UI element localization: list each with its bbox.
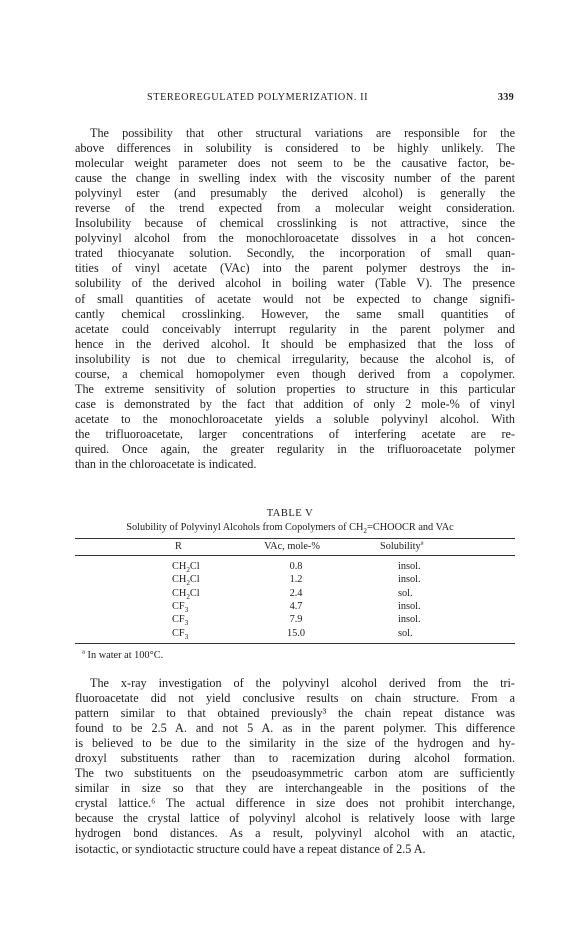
table-header-vac: VAc, mole-% [264,541,320,552]
cell-solubility: insol. [398,600,421,612]
text-line: because the crystal lattice of polyvinyl alcohol is relatively loose with large [75,811,515,826]
text-line: hence in the derived alcohol. It should be emphasized that the loss of [75,336,515,351]
text-line: trated thiocyanate solution. Secondly, the incorporation of small quan- [75,246,515,261]
table-label: TABLE V [266,508,314,519]
text-line: is believed to be due to the similarity in the size of the hydrogen and hy- [75,736,515,751]
table-header-solubility: Solubility$^a$ [380,539,424,552]
text-line: The possibility that other structural variations are responsible for the [90,126,515,140]
table-row [0,561,580,574]
table-top-rule [75,538,515,539]
table-row [0,614,580,627]
text-line: The extreme sensitivity of solution properties to structure in this particular [75,381,515,396]
text-line: crystal lattice.⁶ The actual difference in size does not prohibit interchange, [75,796,515,811]
text-line: hydrogen bond distances. As a result, polyvinyl alcohol with an atactic, [75,826,515,841]
cell-r: $CH_2Cl$ [172,561,200,575]
cell-r: $CF_3$ [172,600,189,614]
table-row [0,574,580,587]
table-row [0,588,580,601]
text-line: reverse of the trend expected from a molecular weight consideration. [75,201,515,216]
cell-vac: 0.8 [289,561,303,572]
text-line: cause the change in swelling index with the viscosity number of the parent [75,171,515,186]
text-line: Insolubility because of chemical crosslinking is not attractive, since the [75,216,515,231]
running-header [0,92,580,106]
table-bottom-rule [75,643,515,644]
body-paragraph-2 [75,676,515,857]
text-line: isotactic, or syndiotactic structure could have a repeat distance of 2.5 A. [75,841,426,856]
page-number: 339 [497,92,514,103]
body-paragraph-1 [75,126,515,472]
text-line: found to be 2.5 A. and not 5 A. as in the parent polymer. This difference [75,721,515,736]
cell-vac: 2.4 [289,587,303,599]
cell-vac: 4.7 [289,600,303,612]
cell-r: $CH_2Cl$ [172,574,200,588]
text-line: case is demonstrated by the fact that addition of only 2 mole-% of vinyl [75,396,515,411]
text-line: similar in size so that they are interchangeable in the positions of the [75,781,515,796]
text-line: than in the chloroacetate is indicated. [75,457,257,472]
cell-solubility: insol. [398,561,421,572]
text-line: solubility of the derived alcohol in boiling water (Table V). The presence [75,276,515,291]
text-line: polyvinyl ester (and presumably the derived alcohol) is generally the [75,186,515,201]
text-line: polyvinyl alcohol from the monochloroacetate dissolves in a hot concen- [75,231,515,246]
text-line: insolubility is not due to chemical irregularity, because the alcohol is, of [75,351,515,366]
cell-r: $CH_2Cl$ [172,587,200,601]
cell-r: $CF_3$ [172,614,189,628]
cell-solubility: insol. [398,614,421,626]
cell-r: $CF_3$ [172,627,189,641]
cell-vac: 1.2 [289,574,303,586]
text-line: acetate could conceivably interrupt regularity in the parent polymer and [75,321,515,336]
table-header-r: R [175,541,182,552]
table-footnote: $^a$ In water at 100°C. [82,648,164,661]
text-line: acetate to the monochloroacetate yields a soluble polyvinyl alcohol. With [75,411,515,426]
text-line: molecular weight parameter does not seem to be the causative factor, be- [75,156,515,171]
text-line: droxyl substituents rather than to racemization during alcohol formation. [75,751,515,766]
cell-vac: 15.0 [286,627,306,639]
text-line: above differences in solubility is considered to be highly unlikely. The [75,141,515,156]
cell-vac: 7.9 [289,614,303,626]
text-line: The x-ray investigation of the polyvinyl alcohol derived from the tri- [90,676,515,690]
table-row [0,601,580,614]
text-line: the trifluoroacetate, larger concentrations of interfering acetate are re- [75,426,515,441]
text-line: quired. Once again, the greater regularity in the trifluoroacetate polymer [75,441,515,456]
cell-solubility: insol. [398,574,421,586]
text-line: tities of vinyl acetate (VAc) into the parent polymer destroys the in- [75,261,515,276]
table-row [0,628,580,641]
cell-solubility: sol. [398,627,413,639]
table-header-rule [75,555,515,556]
running-title: STEREOREGULATED POLYMERIZATION. II [147,92,369,103]
text-line: course, a chemical homopolymer even though derived from a copolymer. [75,366,515,381]
text-line: fluoroacetate did not yield conclusive results on chain structure. From a [75,691,515,706]
text-line: cantly chemical crosslinking. However, the same small quantities of [75,306,515,321]
table-caption: Solubility of Polyvinyl Alcohols from Copolymers of $CH_2=CHOOCR$ and VAc [126,522,454,536]
cell-solubility: sol. [398,587,413,599]
text-line: The two substituents on the pseudoasymmetric carbon atom are sufficiently [75,766,515,781]
text-line: of small quantities of acetate would not be expected to change signifi- [75,291,515,306]
text-line: pattern similar to that obtained previously³ the chain repeat distance was [75,706,515,721]
